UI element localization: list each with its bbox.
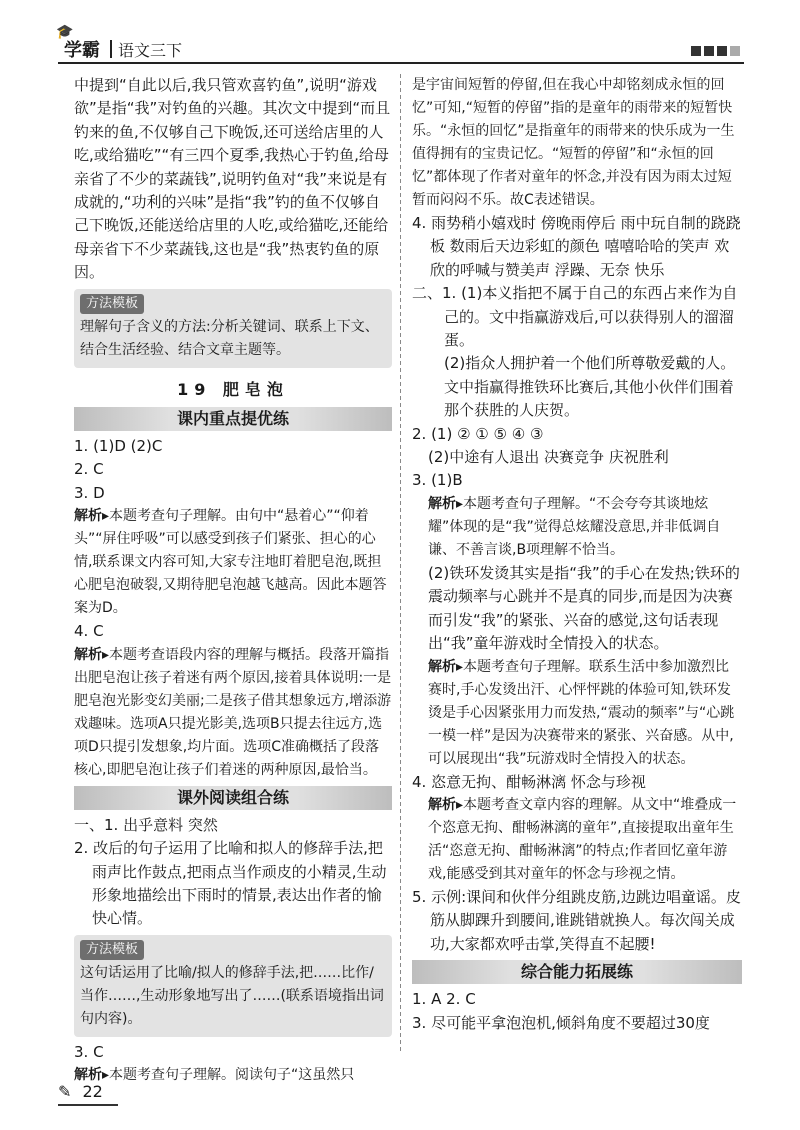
answer-r2-4: 4. 恣意无拘、酣畅淋漓 怀念与珍视 (412, 772, 646, 791)
method-box-1 (74, 289, 392, 368)
answer-r2-1b: (2)指众人拥护着一个他们所尊敬爱戴的人。文中指赢得推铁环比赛后,其他小伙伴们围着那个获胜的人庆贺。 (444, 354, 736, 420)
answer-r2-2: 2. (1) ② ① ⑤ ④ ③ (412, 424, 544, 443)
answer-r2-5: 5. 示例:课间和伙伴分组跳皮筋,边跳边唱童谣。皮筋从脚踝升到腰间,谁跳错就换人。每次闯关成功,大家都欢呼击掌,笑得直不起腰! (412, 887, 741, 953)
section-band: 课外阅读组合练 (74, 786, 392, 810)
answer-3: 3. D (74, 483, 105, 502)
answer-r4: 4. 雨势稍小嬉戏时 傍晚雨停后 雨中玩自制的跷跷板 数雨后天边彩虹的颜色 嘻嘻哈哈的笑声 欢欣的呼喊与赞美声 浮躁、无奈 快乐 (412, 214, 741, 279)
page-footer (58, 1082, 103, 1101)
answer-r2-3b: (2)铁环发烫其实是指“我”的手心在发热;铁环的震动频率与心跳并不是真的同步,而是因为决赛而引发“我”的紧张、兴奋的感觉,这句话表现出“我”童年游戏时全情投入的状态。 (428, 563, 740, 653)
brand-name: 学霸 (64, 40, 100, 61)
analysis-continued: 是宇宙间短暂的停留,但在我心中却铭刻成永恒的回忆”可知,“短暂的停留”指的是童年的雨带来的短暂快乐。“永恒的回忆”是指童年的雨带来的快乐成为一生值得拥有的宝贵记忆。“短暂的停留”和“永恒的回忆”都体现了作者对童年的怀念,并没有因为雨太过短暂而闷闷不乐。故C表述错误。 (412, 77, 735, 208)
analysis-tag: 解析▸ (74, 508, 110, 525)
intro-paragraph: 中提到“自此以后,我只管欢喜钓鱼”,说明“游戏欲”是指“我”对钓鱼的兴趣。其次文中提到“而且钓来的鱼,不仅够自己下晚饭,还可送给店里的人吃,或给猫吃”“有三四个夏季,我热心于钓鱼,给母亲省了不少的菜蔬钱”,说明钓鱼对“我”来说是有成就的,“功利的兴味”是指“我”钓的鱼不仅够自己下晚饭,还能送给店里的人吃,或给猫吃,还能给母亲省下不少菜蔬钱,这也是“我”热衷钓鱼的原因。 (74, 76, 391, 282)
analysis-3 (74, 505, 392, 620)
subject-title: 语文三下 (118, 41, 183, 60)
analysis-text: 本题考查语段内容的理解与概括。段落开篇指出肥皂泡让孩子着迷有两个原因,接着具体说明:一是肥皂泡光影变幻美丽;二是孩子借其想象远方,增添游戏趣味。选项A只提光影美,选项B只提去往远方,选项D只提引发想象,均片面。选项C准确概括了段落核心,即肥皂泡让孩子们着迷的两种原因,最恰当。 (74, 646, 392, 778)
method-tag: 方法模板 (80, 294, 144, 314)
method-tag: 方法模板 (80, 940, 144, 960)
lesson-title: 19 肥皂泡 (177, 379, 289, 399)
analysis-r2-3 (412, 493, 742, 562)
answer-b2: 2. 改后的句子运用了比喻和拟人的修辞手法,把雨声比作鼓点,把雨点当作顽皮的小精灵,生动形象地描绘出下雨时的情景,表达出作者的愉快心情。 (74, 839, 387, 928)
analysis-tag: 解析▸ (428, 495, 464, 512)
analysis-tag: 解析▸ (74, 1067, 110, 1084)
answer-1: 1. (1)D (2)C (74, 437, 163, 456)
header-separator (110, 40, 112, 58)
analysis-text: 本题考查句子理解。阅读句子“这虽然只 (109, 1067, 355, 1084)
analysis-b3 (74, 1064, 392, 1087)
answer-b3: 3. C (74, 1042, 104, 1061)
column-divider (400, 74, 401, 1054)
analysis-text: 本题考查句子理解。“不会夸夸其谈地炫耀”体现的是“我”觉得总炫耀没意思,并非低调自谦、不善言谈,B项理解不恰当。 (428, 495, 721, 558)
pencil-icon: ✎ (58, 1082, 72, 1101)
footer-rule (58, 1104, 118, 1106)
brand-logo (56, 24, 100, 62)
header-rule (58, 62, 744, 64)
analysis-tag: 解析▸ (428, 658, 464, 675)
analysis-tag: 解析▸ (428, 796, 464, 813)
section-band: 课内重点提优练 (74, 407, 392, 431)
method-box-2 (74, 935, 392, 1037)
answer-2: 2. C (74, 460, 104, 479)
analysis-text: 本题考查句子理解。联系生活中参加激烈比赛时,手心发烫出汗、心怦怦跳的体验可知,铁环发烫是手心因紧张用力而发热,“震动的频率”与“心跳一模一样”是因为决赛带来的紧张、兴奋感。从中,可以展现出“我”玩游戏时全情投入的状态。 (428, 658, 735, 767)
answer-b1: 一、1. 出乎意料 突然 (74, 815, 218, 834)
analysis-4 (74, 644, 392, 782)
analysis-tag: 解析▸ (74, 646, 110, 663)
left-column (74, 74, 392, 1087)
page-header (0, 0, 800, 70)
page-number: 22 (82, 1082, 103, 1101)
analysis-text: 本题考查句子理解。由句中“悬着心”“仰着头”“屏住呼吸”可以感受到孩子们紧张、担心的心情,联系课文内容可知,大家专注地盯着肥皂泡,既担心肥皂泡破裂,又期待肥皂泡越飞越高。因此本题答案为D。 (74, 508, 387, 617)
right-column (412, 74, 742, 1035)
answer-r2-3: 3. (1)B (412, 471, 463, 490)
graduation-cap-icon: 🎓 (56, 24, 74, 40)
method-text: 理解句子含义的方法:分析关键词、联系上下文、结合生活经验、结合文章主题等。 (80, 318, 379, 358)
answer-r2-1: 二、1. (1)本义指把不属于自己的东西占来作为自己的。文中指赢游戏后,可以获得别人的溜溜蛋。 (412, 284, 738, 350)
answer-4: 4. C (74, 622, 104, 641)
section-band: 综合能力拓展练 (412, 960, 742, 984)
method-text: 这句话运用了比喻/拟人的修辞手法,把……比作/当作……,生动形象地写出了……(联系语境指出词句内容)。 (80, 964, 384, 1027)
header-decoration (691, 46, 740, 56)
analysis-r2-4 (412, 794, 742, 886)
answer-c1: 1. A 2. C (412, 990, 476, 1009)
answer-r2-2b: (2)中途有人退出 决赛竞争 庆祝胜利 (428, 448, 669, 467)
analysis-text: 本题考查文章内容的理解。从文中“堆叠成一个恣意无拘、酣畅淋漓的童年”,直接提取出童年生活“恣意无拘、酣畅淋漓”的特点;作者回忆童年游戏,能感受到其对童年的怀念与珍视之情。 (428, 796, 737, 882)
analysis-r2-3b (412, 656, 742, 771)
answer-c3: 3. 尽可能平拿泡泡机,倾斜角度不要超过30度 (412, 1013, 710, 1032)
